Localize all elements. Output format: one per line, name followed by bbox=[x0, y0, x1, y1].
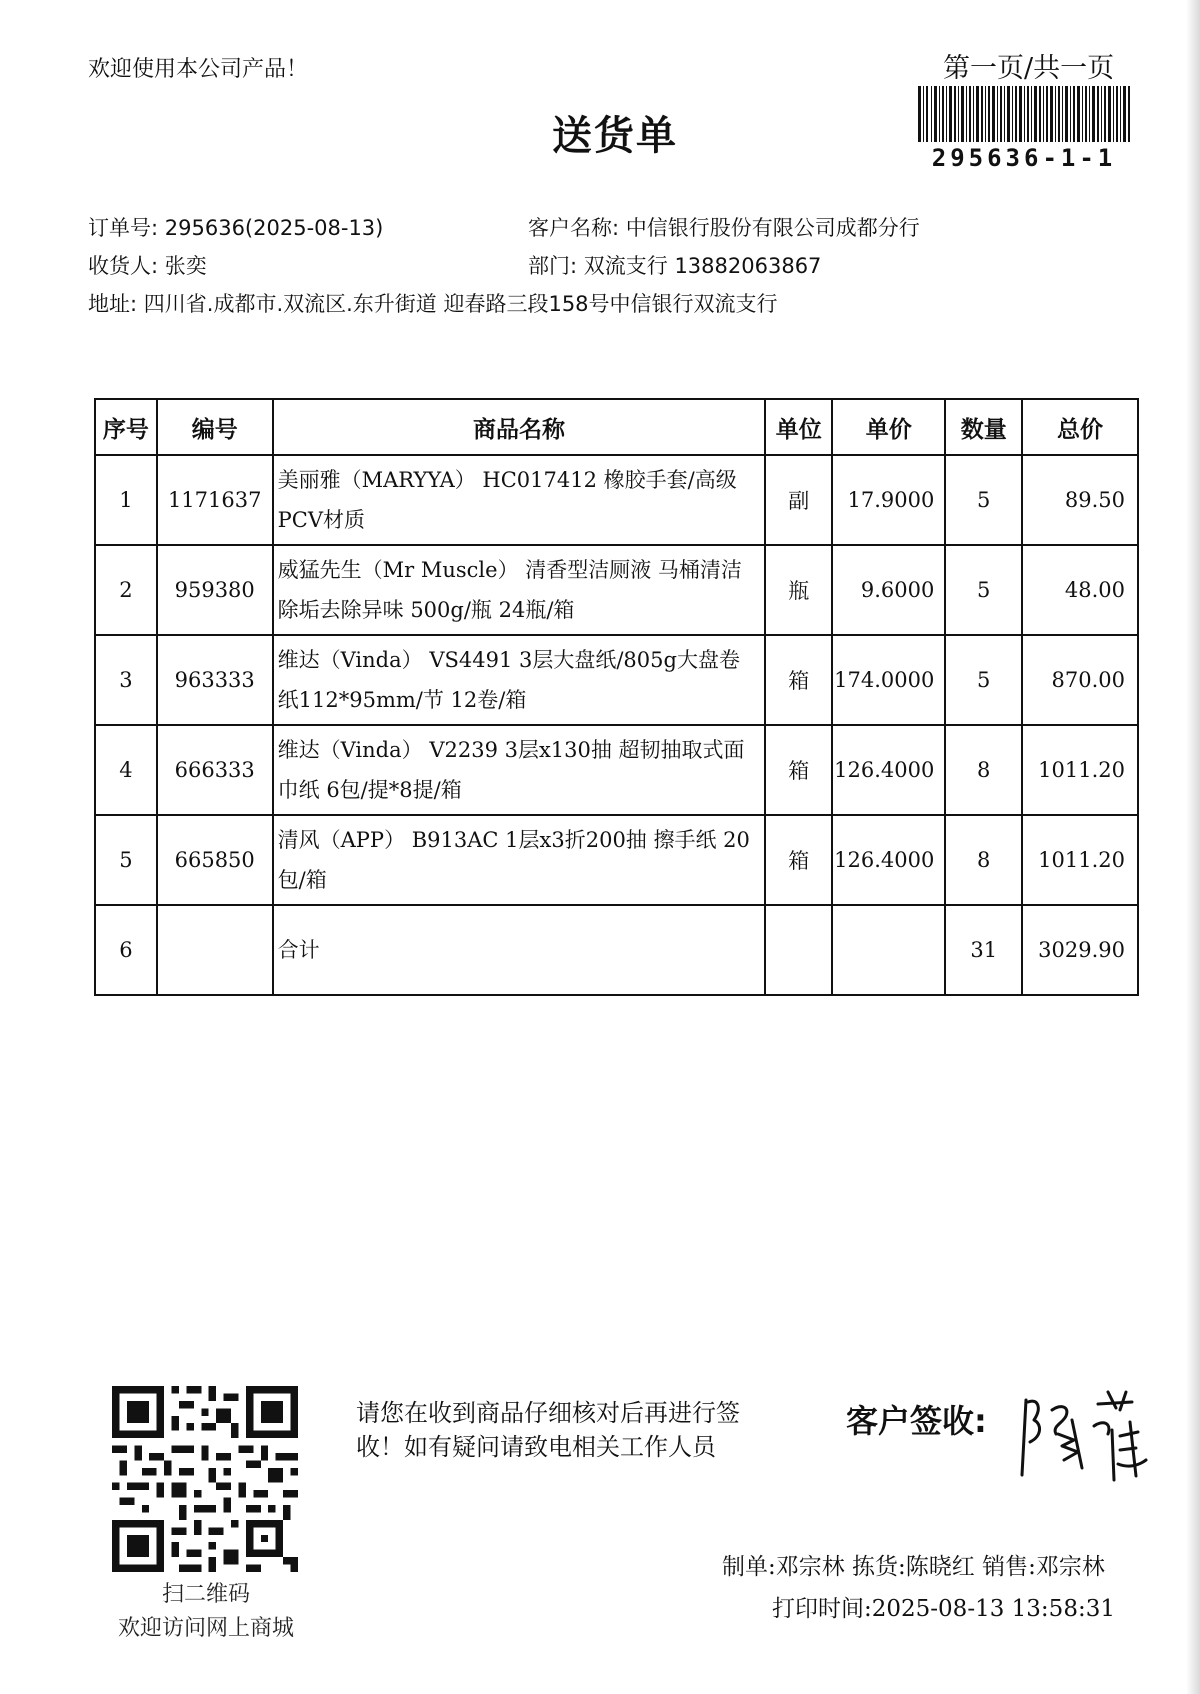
cell-total: 89.50 bbox=[1022, 455, 1138, 545]
cell-price bbox=[832, 905, 945, 995]
order-number-value: 295636(2025-08-13) bbox=[164, 216, 384, 240]
table-row bbox=[95, 455, 1138, 545]
table-row bbox=[95, 725, 1138, 815]
col-header-unit: 单位 bbox=[765, 399, 832, 455]
cell-total: 3029.90 bbox=[1022, 905, 1138, 995]
table-row bbox=[95, 815, 1138, 905]
cell-qty: 5 bbox=[945, 545, 1022, 635]
handwritten-signature bbox=[1012, 1380, 1162, 1490]
cell-total: 1011.20 bbox=[1022, 725, 1138, 815]
cell-qty: 5 bbox=[945, 635, 1022, 725]
welcome-text: 欢迎使用本公司产品！ bbox=[88, 57, 309, 82]
cell-price: 174.0000 bbox=[832, 635, 945, 725]
table-header-row bbox=[95, 399, 1138, 455]
verification-notice bbox=[356, 1396, 740, 1464]
receiver bbox=[88, 250, 207, 280]
goods-table bbox=[94, 398, 1139, 996]
cell-seq: 3 bbox=[95, 635, 157, 725]
cell-code: 665850 bbox=[157, 815, 273, 905]
cell-name: 维达（Vinda） VS4491 3层大盘纸/805g大盘卷纸112*95mm/节 12卷/箱 bbox=[273, 635, 766, 725]
cell-code: 666333 bbox=[157, 725, 273, 815]
cell-price: 126.4000 bbox=[832, 725, 945, 815]
cell-name: 美丽雅（MARYYA） HC017412 橡胶手套/高级PCV材质 bbox=[273, 455, 766, 545]
table-row bbox=[95, 635, 1138, 725]
cell-seq: 1 bbox=[95, 455, 157, 545]
cell-total: 870.00 bbox=[1022, 635, 1138, 725]
cell-unit bbox=[765, 905, 832, 995]
notice-line-2: 收！如有疑问请致电相关工作人员 bbox=[356, 1433, 716, 1461]
cell-unit: 箱 bbox=[765, 635, 832, 725]
receiver-value: 张奕 bbox=[164, 254, 207, 278]
cell-code: 963333 bbox=[157, 635, 273, 725]
cell-total: 1011.20 bbox=[1022, 815, 1138, 905]
customer-name-label: 客户名称: bbox=[528, 216, 620, 240]
cell-unit: 瓶 bbox=[765, 545, 832, 635]
address-value: 四川省.成都市.双流区.东升街道 迎春路三段158号中信银行双流支行 bbox=[143, 292, 778, 316]
receiver-label: 收货人: bbox=[88, 254, 159, 278]
cell-price: 17.9000 bbox=[832, 455, 945, 545]
cell-name: 合计 bbox=[273, 905, 766, 995]
customer-sign-label: 客户签收: bbox=[846, 1402, 987, 1440]
qr-code bbox=[112, 1386, 298, 1572]
address-label: 地址: bbox=[88, 292, 138, 316]
cell-seq: 2 bbox=[95, 545, 157, 635]
cell-qty: 5 bbox=[945, 455, 1022, 545]
cell-unit: 箱 bbox=[765, 725, 832, 815]
cell-price: 9.6000 bbox=[832, 545, 945, 635]
cell-total: 48.00 bbox=[1022, 545, 1138, 635]
cell-qty: 8 bbox=[945, 815, 1022, 905]
cell-name: 威猛先生（Mr Muscle） 清香型洁厕液 马桶清洁除垢去除异味 500g/瓶 24瓶/箱 bbox=[273, 545, 766, 635]
department bbox=[528, 250, 821, 280]
cell-code: 1171637 bbox=[157, 455, 273, 545]
qr-caption bbox=[100, 1578, 312, 1646]
cell-price: 126.4000 bbox=[832, 815, 945, 905]
col-header-price: 单价 bbox=[832, 399, 945, 455]
col-header-seq: 序号 bbox=[95, 399, 157, 455]
table-row bbox=[95, 545, 1138, 635]
department-label: 部门: bbox=[528, 254, 578, 278]
qr-caption-line-1: 扫二维码 bbox=[161, 1582, 250, 1607]
cell-seq: 4 bbox=[95, 725, 157, 815]
order-number-label: 订单号: bbox=[88, 216, 159, 240]
barcode bbox=[918, 86, 1130, 142]
cell-seq: 5 bbox=[95, 815, 157, 905]
col-header-total: 总价 bbox=[1022, 399, 1138, 455]
col-header-code: 编号 bbox=[157, 399, 273, 455]
col-header-qty: 数量 bbox=[945, 399, 1022, 455]
document-title: 送货单 bbox=[552, 113, 678, 159]
order-number bbox=[88, 212, 383, 242]
cell-qty: 8 bbox=[945, 725, 1022, 815]
cell-name: 清风（APP） B913AC 1层x3折200抽 擦手纸 20包/箱 bbox=[273, 815, 766, 905]
print-time: 打印时间:2025-08-13 13:58:31 bbox=[772, 1596, 1115, 1622]
cell-name: 维达（Vinda） V2239 3层x130抽 超韧抽取式面巾纸 6包/提*8提/箱 bbox=[273, 725, 766, 815]
page-edge-shadow bbox=[1186, 0, 1200, 1694]
cell-unit: 箱 bbox=[765, 815, 832, 905]
cell-qty: 31 bbox=[945, 905, 1022, 995]
col-header-name: 商品名称 bbox=[273, 399, 766, 455]
barcode-number: 295636-1-1 bbox=[931, 144, 1117, 172]
cell-seq: 6 bbox=[95, 905, 157, 995]
cell-code: 959380 bbox=[157, 545, 273, 635]
customer-name-value: 中信银行股份有限公司成都分行 bbox=[625, 216, 920, 240]
cell-code bbox=[157, 905, 273, 995]
cell-unit: 副 bbox=[765, 455, 832, 545]
customer-name bbox=[528, 212, 920, 242]
notice-line-1: 请您在收到商品仔细核对后再进行签 bbox=[356, 1399, 740, 1427]
department-value: 双流支行 13882063867 bbox=[583, 254, 822, 278]
table-row-total bbox=[95, 905, 1138, 995]
address bbox=[88, 288, 778, 318]
page-info: 第一页/共一页 bbox=[943, 53, 1115, 84]
qr-caption-line-2: 欢迎访问网上商城 bbox=[117, 1616, 294, 1641]
staff-line: 制单:邓宗林 拣货:陈晓红 销售:邓宗林 bbox=[722, 1554, 1105, 1580]
